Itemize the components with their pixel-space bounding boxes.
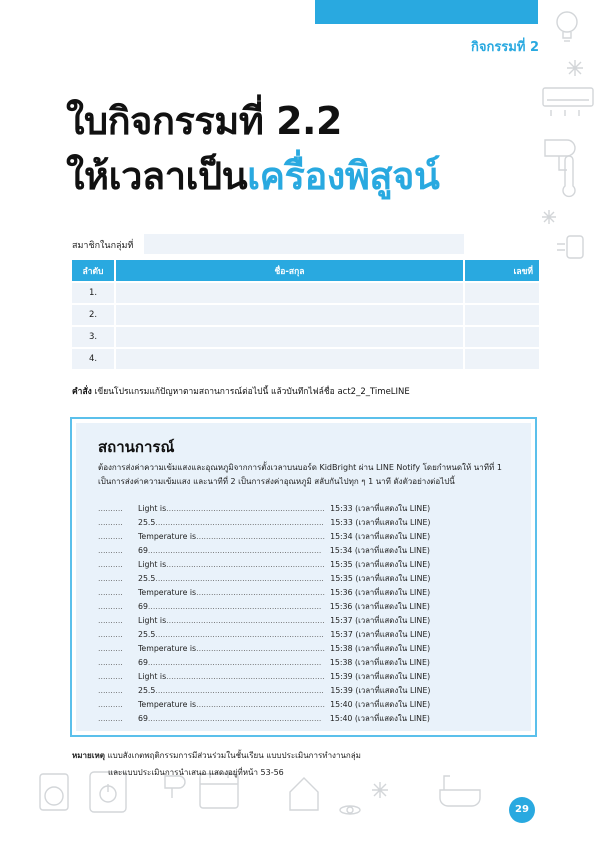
subtitle-prefix: ให้เวลาเป็น (66, 154, 248, 198)
leader-dots: .................................................................... (155, 630, 324, 639)
members-table (72, 260, 539, 369)
log-line (98, 671, 515, 685)
leader-dots: .................................................... (196, 644, 325, 653)
log-time: 15:35 (เวลาที่แสดงใน LINE) (330, 560, 431, 569)
note-line-2: และแบบประเมินการนำเสนอ แสดงอยู่ที่หน้า 53-56 (108, 768, 284, 777)
leader-dots: .......... (98, 630, 123, 639)
log-message: 25.5 (138, 686, 156, 695)
leader-dots: ...................................................................... (147, 546, 322, 555)
log-message: 69 (138, 658, 148, 667)
log-line (98, 643, 515, 657)
log-message: 69 (138, 714, 148, 723)
air-conditioner-icon (543, 88, 593, 116)
log-line (98, 573, 515, 587)
atom-icon (340, 806, 360, 814)
log-message: Light is (138, 560, 167, 569)
leader-dots: .......... (98, 532, 123, 541)
row-number: 4. (72, 347, 114, 369)
log-line (98, 699, 515, 713)
group-number-field[interactable] (144, 234, 464, 254)
snowflake-icon (542, 210, 556, 224)
log-message: Light is (138, 672, 167, 681)
log-line (98, 559, 515, 573)
log-line (98, 615, 515, 629)
column-header-no: ลำดับ (72, 260, 114, 281)
leader-dots: ...................................................................... (147, 658, 322, 667)
log-time: 15:40 (เวลาที่แสดงใน LINE) (330, 700, 431, 709)
id-cell[interactable] (463, 347, 539, 369)
chapter-label: กิจกรรมที่ 2 (470, 40, 539, 55)
log-line (98, 517, 515, 531)
log-message: 25.5 (138, 630, 156, 639)
id-cell[interactable] (463, 281, 539, 303)
log-time: 15:36 (เวลาที่แสดงใน LINE) (329, 602, 430, 611)
leader-dots: .......... (98, 560, 123, 569)
log-message: Temperature is (138, 644, 197, 653)
hair-dryer-icon (165, 776, 185, 798)
leader-dots: ................................................................ (166, 672, 325, 681)
log-message: Temperature is (138, 588, 197, 597)
leader-dots: .................................................... (196, 700, 325, 709)
log-time: 15:35 (เวลาที่แสดงใน LINE) (330, 574, 431, 583)
log-time: 15:38 (เวลาที่แสดงใน LINE) (330, 644, 431, 653)
leader-dots: .......... (98, 714, 123, 723)
page-number: 29 (509, 797, 535, 823)
snowflake-icon (372, 782, 388, 798)
leader-dots: .......... (98, 518, 123, 527)
leader-dots: ................................................................ (166, 560, 325, 569)
log-message: 69 (138, 546, 148, 555)
name-cell[interactable] (114, 303, 463, 325)
name-cell[interactable] (114, 325, 463, 347)
log-time: 15:37 (เวลาที่แสดงใน LINE) (330, 630, 431, 639)
group-number-row (72, 234, 464, 254)
log-message: Temperature is (138, 532, 197, 541)
lightbulb-icon (557, 12, 577, 41)
scenario-box (70, 417, 537, 737)
leader-dots: .......... (98, 616, 123, 625)
id-cell[interactable] (463, 303, 539, 325)
log-line (98, 531, 515, 545)
log-line (98, 713, 515, 727)
log-message: 25.5 (138, 574, 156, 583)
leader-dots: ................................................................ (166, 504, 325, 513)
group-number-label: สมาชิกในกลุ่มที่ (72, 241, 134, 251)
log-time: 15:33 (เวลาที่แสดงใน LINE) (330, 504, 431, 513)
leader-dots: ...................................................................... (147, 714, 322, 723)
column-header-id: เลขที่ (463, 260, 539, 281)
log-line (98, 657, 515, 671)
instruction (72, 384, 410, 398)
table-row (72, 281, 539, 303)
row-number: 1. (72, 281, 114, 303)
leader-dots: .................................................... (196, 532, 325, 541)
table-row (72, 303, 539, 325)
leader-dots: ................................................................ (166, 616, 325, 625)
log-line (98, 685, 515, 699)
members-table-header (72, 260, 539, 281)
bathtub-icon (440, 776, 480, 806)
name-cell[interactable] (114, 281, 463, 303)
table-row (72, 325, 539, 347)
washing-machine-icon (40, 774, 68, 810)
leader-dots: .......... (98, 686, 123, 695)
log-message: Temperature is (138, 700, 197, 709)
row-number: 3. (72, 325, 114, 347)
log-message: 69 (138, 602, 148, 611)
note-label: หมายเหตุ (72, 751, 105, 760)
log-line (98, 629, 515, 643)
log-time: 15:34 (เวลาที่แสดงใน LINE) (329, 546, 430, 555)
table-row (72, 347, 539, 369)
log-time: 15:39 (เวลาที่แสดงใน LINE) (330, 686, 431, 695)
note-text-1: แบบสังเกตพฤติกรรมการมีส่วนร่วมในชั้นเรียน แบบประเมินการทำงานกลุ่ม (107, 751, 361, 760)
log-line (98, 545, 515, 559)
row-number: 2. (72, 303, 114, 325)
scenario-description: ต้องการส่งค่าความเข้มแสงและอุณหภูมิจากการตั้งเวลาบนบอร์ด KidBright ผ่าน LINE Notify โดยกำหนดให้ นาทีที่ 1 เป็นการส่งค่าความเข้มแสง และนาทีที่ 2 เป็นการส่งค่าอุณหภูมิ สลับกันไปทุก ๆ 1 นาที ดังตัวอย่างต่อไปนี้ (98, 463, 502, 486)
note-line-1 (72, 749, 361, 762)
log-time: 15:36 (เวลาที่แสดงใน LINE) (330, 588, 431, 597)
leader-dots: .......... (98, 504, 123, 513)
leader-dots: ...................................................................... (147, 602, 322, 611)
log-time: 15:38 (เวลาที่แสดงใน LINE) (329, 658, 430, 667)
leader-dots: .................................................................... (155, 518, 324, 527)
line-message-log (98, 503, 515, 727)
decorative-icons-right (537, 0, 595, 300)
column-header-name: ชื่อ-สกุล (114, 260, 463, 281)
log-message: Light is (138, 504, 167, 513)
log-time: 15:33 (เวลาที่แสดงใน LINE) (330, 518, 431, 527)
header-accent-bar (315, 0, 538, 24)
instruction-text: เขียนโปรแกรมแก้ปัญหาตามสถานการณ์ต่อไปนี้ แล้วบันทึกไฟล์ชื่อ act2_2_TimeLINE (94, 387, 410, 397)
leader-dots: .......... (98, 700, 123, 709)
scenario-panel (76, 423, 531, 731)
subtitle-accent: เครื่องพิสูจน์ (247, 154, 440, 198)
leader-dots: .......... (98, 602, 123, 611)
leader-dots: .......... (98, 658, 123, 667)
phone-icon (557, 236, 583, 258)
log-message: Light is (138, 616, 167, 625)
leader-dots: .................................................................... (155, 686, 324, 695)
log-time: 15:39 (เวลาที่แสดงใน LINE) (330, 672, 431, 681)
leader-dots: .......... (98, 588, 123, 597)
page-subtitle (66, 145, 439, 206)
leader-dots: .......... (98, 672, 123, 681)
leader-dots: .......... (98, 644, 123, 653)
leader-dots: .................................................... (196, 588, 325, 597)
page-title: ใบกิจกรรมที่ 2.2 (66, 99, 342, 143)
snowflake-icon (567, 60, 583, 76)
leader-dots: .................................................................... (155, 574, 324, 583)
house-icon (290, 778, 318, 810)
log-time: 15:40 (เวลาที่แสดงใน LINE) (329, 714, 430, 723)
instruction-label: คำสั่ง (72, 387, 92, 397)
log-line (98, 503, 515, 517)
hair-dryer-icon (545, 140, 575, 170)
thermometer-icon (563, 156, 575, 196)
leader-dots: .......... (98, 574, 123, 583)
log-time: 15:37 (เวลาที่แสดงใน LINE) (330, 616, 431, 625)
name-cell[interactable] (114, 347, 463, 369)
decorative-icons-bottom (0, 762, 595, 842)
leader-dots: .......... (98, 546, 123, 555)
log-line (98, 587, 515, 601)
log-line (98, 601, 515, 615)
log-time: 15:34 (เวลาที่แสดงใน LINE) (330, 532, 431, 541)
id-cell[interactable] (463, 325, 539, 347)
scenario-heading: สถานการณ์ (98, 438, 175, 456)
log-message: 25.5 (138, 518, 156, 527)
